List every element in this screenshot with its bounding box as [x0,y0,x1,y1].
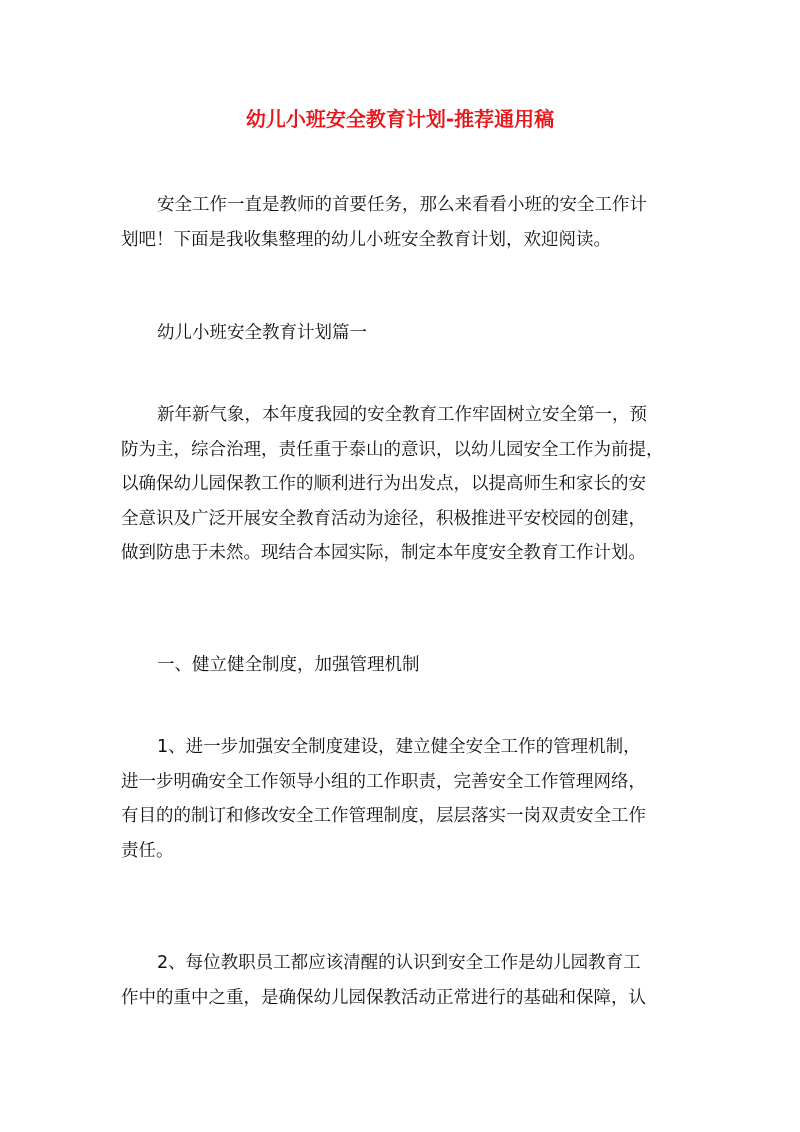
text-line: 以确保幼儿园保教工作的顺利进行为出发点，以提高师生和家长的安 [121,474,646,494]
text-line: 新年新气象，本年度我园的安全教育工作牢固树立安全第一，预 [157,405,647,425]
section-heading: 幼儿小班安全教育计划篇一 [157,323,367,343]
text-line: 防为主，综合治理，责任重于泰山的意识，以幼儿园安全工作为前提， [121,439,664,460]
section1-paragraph [121,398,691,571]
text-line: 作中的重中之重，是确保幼儿园保教活动正常进行的基础和保障，认 [121,987,646,1008]
item1-paragraph [121,730,691,868]
text-line: 责任。 [121,840,174,861]
text-line: 全意识及广泛开展安全教育活动为途径，积极推进平安校园的创建， [121,508,646,529]
text-line: 2、每位教职员工都应该清醒的认识到安全工作是幼儿园教育工 [157,953,641,973]
text-line: 安全工作一直是教师的首要任务，那么来看看小班的安全工作计 [157,195,647,215]
text-line: 进一步明确安全工作领导小组的工作职责，完善安全工作管理网络， [121,771,646,792]
text-line: 做到防患于未然。现结合本园实际，制定本年度安全教育工作计划。 [121,543,646,563]
text-line: 有目的的制订和修改安全工作管理制度，层层落实一岗双责安全工作 [121,806,646,826]
part-heading: 一、健立健全制度，加强管理机制 [157,655,420,675]
text-line: 划吧！下面是我收集整理的幼儿小班安全教育计划，欢迎阅读。 [121,229,611,250]
item2-paragraph [121,946,691,1015]
text-line: 1、进一步加强安全制度建设，建立健全安全工作的管理机制， [157,737,641,757]
document-title: 幼儿小班安全教育计划-推荐通用稿 [245,107,555,131]
intro-paragraph [121,188,691,257]
